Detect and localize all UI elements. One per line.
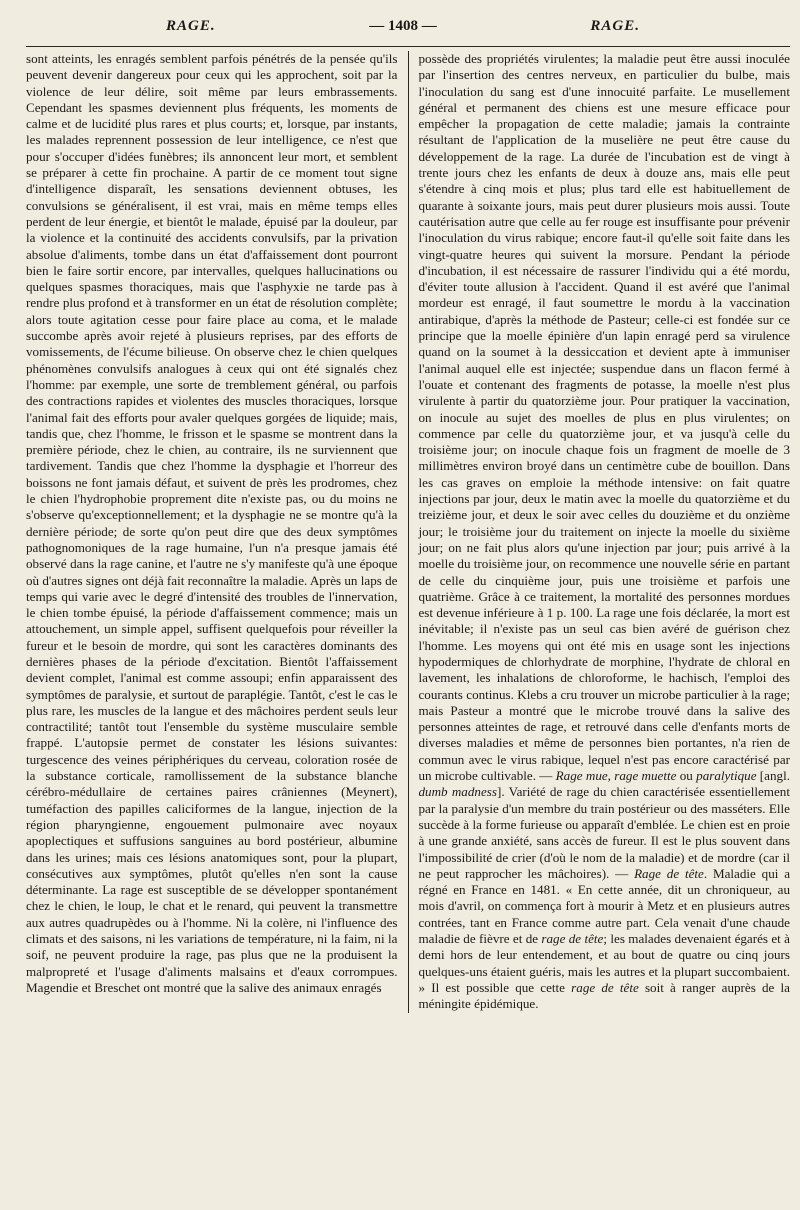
running-head-left: RAGE. [166,18,216,34]
term-dumb-madness: dumb madness [418,784,497,800]
page-header [26,18,790,44]
term-paralytique: paralytique [696,768,757,784]
or-word: ou [676,768,697,784]
column-divider [408,51,409,1013]
rage-vaccination-text: possède des propriétés virulentes; la maladie peut être aussi inoculée par l'insertion des centres nerveux, en particulier du bulbe, mais l'inoculation du sang est d'une innocuité parfaite. Le musellement général et permanent des chiens est une mesure efficace pour empêcher la propagation de cette maladie; jamais la contrainte résultant de l'application de la muselière ne peut être cause du développement de la rage. La durée de l'incubation est de vingt à trente jours chez les enfants de deux à douze ans, mais elle peut s'étendre à cinq mois et plus; plus tard elle est habituellement de quarante à soixante jours, mais peut durer plusieurs mois aussi. Toute cautérisation autre que celle au fer rouge est insuffisante pour prévenir l'inoculation du virus rabique; encore faut-il qu'elle soit faite dans les vingt-quatre heures qui suivent la morsure. Pendant la période d'incubation, il est nécessaire de rassurer l'individu qui a été mordu, d'éviter toute allusion à l'accident. Quand il est avéré que l'animal mordeur est enragé, il faut soumettre le mordu à la vaccination antirabique, d'après la méthode de Pasteur; celle-ci est fondée sur ce principe que la moelle épinière d'un lapin enragé perd sa virulence quand on la soumet à la dessiccation et devient apte à immuniser l'animal auquel elle est injectée; suspendue dans un flacon fermé à l'ouate et contenant des fragments de potasse, la moelle n'est plus virulente à partir du quatorzième jour. Pour pratiquer la vaccination, on inocule au sujet des moelles de plus en plus virulentes; on commence par celle du quatorzième jour, et va jusqu'à celle du troisième jour; on inocule chaque fois un fragment de moelle de 3 millimètres environ broyé dans un centimètre cube de bouillon. Dans les cas graves on emploie la méthode intensive: on fait quatre injections par jour, deux le matin avec la moelle du quatorzième et du treizième jour, et deux le soir avec celles du douzième et du onzième jour; le troisième jour du traitement on injecte la moelle du sixième jour; on ne fait plus alors qu'une injection par jour; puis arrivé à la moelle du troisième jour, on recommence une nouvelle série en partant de celle du cinquième jour, puis une troisième et parfois une quatrième. Grâce à ce traitement, la mortalité des personnes mordues est devenue inférieure à 1 p. 100. La rage une fois déclarée, la mort est inévitable; il n'existe pas un seul cas bien avéré de guérison chez l'homme. Les moyens qui ont été mis en usage sont les injections hypodermiques de chlorhydrate de morphine, l'hydrate de chloral en lavement, les inhalations de chloroforme, le hachisch, l'emploi des courants continus. Klebs a cru trouver un microbe particulier à la rage; mais Pasteur a montré que le microbe trouvé dans la salive des personnes atteintes de rage, et retrouvé dans celle d'enfants morts de diverses maladies et même de personnes bien portantes, n'a rien de commun avec le virus rabique, lequel n'est pas encore caractérisé par un microbe cultivable. — [418,51,790,784]
angl-open: [angl. [756,768,790,784]
left-column [26,51,398,1013]
term-rage-de-tete-2: rage de tête [541,931,604,947]
rage-de-tete-text: . Maladie qui a régné en France en 1481. « En cette année, dit un chroniqueur, au mois d'avril, on commença fort à mourir à Metz et en plusieurs autres contrées, tant en France comme autre part. Cela venait d'une chaude maladie de fièvre et de [418,865,791,947]
running-head-right: RAGE. [590,18,640,34]
right-column [419,51,791,1013]
term-rage-de-tete-3: rage de tête [571,979,639,995]
header-rule [26,46,790,47]
term-rage-de-tete: Rage de tête [634,865,704,881]
right-column-text [419,51,791,1013]
left-column-text: sont atteints, les enragés semblent parfois pénétrés de la pensée qu'ils peuvent devenir dangereux pour ceux qui les approchent, soit par la violence de leur délire, soit même par leurs embrassements. Cependant les spasmes deviennent plus fréquents, les moments de calme et de lucidité plus rares et plus courts; et, lorsque, par instants, les malades reprennent possession de leur intelligence, ce n'est que pour s'occuper d'idées funèbres; ils annoncent leur mort, et semblent se préparer à cette fin prochaine. A partir de ce moment tout signe d'intelligence disparaît, les sensations deviennent obtuses, les convulsions se généralisent, il est vrai, mais en même temps elles perdent de leur énergie, et bientôt le malade, épuisé par la douleur, par la violence et la continuité des accidents convulsifs, par la privation absolue d'aliments, tombe dans un état d'affaissement dont pourront bien le faire sortir encore, par intervalles, quelques hallucinations ou quelques spasmes thoraciques, mais que l'asphyxie ne tarde pas à rendre plus profond et à transformer en un état de résolution complète; alors toute agitation cesse pour faire place au coma, et le malade succombe après avoir rejeté à plusieurs reprises, par des efforts de vomissements, de l'écume bilieuse. On observe chez le chien quelques phénomènes convulsifs analogues à ceux qui ont été signalés chez l'homme: par exemple, une sorte de tremblement général, ou parfois des contractions rapides et violentes des muscles thoraciques, lorsque l'animal fait des efforts pour avaler quelques gorgées de liquide; mais, tandis que, chez l'homme, le frisson et le spasme se montrent dans la première période, chez le chien, au contraire, ils ne surviennent que tardivement. Tandis que chez l'homme la dysphagie et l'horreur des boissons ne font jamais défaut, et suivent de près les prodromes, chez le chien l'hydrophobie proprement dite n'existe pas, ou du moins ne s'observe qu'exceptionnellement; et la dysphagie ne se montre qu'à la dernière période; de sorte qu'on peut dire que des deux symptômes pathognomoniques de la rage humaine, l'un n'a presque jamais été observé dans la rage canine, et l'autre ne s'y manifeste qu'à une époque où d'autres signes ont déjà fait reconnaître la maladie. Après un laps de temps qui varie avec le degré d'intensité des troubles de l'innervation, le chien tombe épuisé, la période d'affaissement commence; mais un attouchement, un simple appel, suffisent quelquefois pour réveiller la fureur et le besoin de mordre, qui sont les caractères dominants des dernières phases de la période d'excitation. Bientôt l'affaissement devient complet, l'animal est comme assoupi; enfin apparaissent des symptômes de paralysie, et surtout de paraplégie. Tantôt, c'est le cas le plus rare, les muscles de la langue et des mâchoires perdent seuls leur contractilité; tantôt tout l'ensemble du système musculaire semble frappé. L'autopsie permet de constater les lésions suivantes: turgescence des veines périphériques du cerveau, coloration rosée de la substance corticale, ramollissement de la substance blanche cérébro-médullaire de certaines paires crâniennes (Meynert), tuméfaction des papilles caliciformes de la langue, injection de la région pharyngienne, engouement pulmonaire avec noyaux apoplectiques et suffusions sanguines au bord postérieur, albumine dans les urines; mais ces lésions anatomiques sont, pour la plupart, consécutives aux symptômes, plutôt qu'elles n'en sont la cause déterminante. La rage est susceptible de se développer spontanément chez le chien, le loup, le chat et le renard, qui peuvent la transmettre aux autres quadrupèdes ou à l'homme. Ni la colère, ni l'influence des climats et des saisons, ni les variations de température, ni la faim, ni la soif, ne peuvent produire la rage, pas plus que ne la produisent la malpropreté et l'usage d'aliments malsains et d'eaux corrompues. Magendie et Breschet ont montré que la salive des animaux enragés [26,51,398,995]
page-number: — 1408 — [369,18,437,34]
chronicle-text: ; les malades devenaient égarés et à demi hors de leur entendement, et au bout de quatre ou cinq jours quelques-uns étaient guéris, mais les autres et la plupart succombaient. » Il est possible que cette [418,931,790,995]
text-columns [26,51,790,1013]
rage-mue-text: ]. Variété de rage du chien caractérisée essentiellement par la paralysie d'un membre du train postérieur ou des masséters. Elle succède à la forme furieuse ou apparaît d'emblée. Le chien est en proie à une grande anxiété, sans accès de fureur. Il est le plus souvent dans l'impossibilité de crier (d'où le nom de la maladie) et de mordre (car il ne peut rapprocher les mâchoires). — [418,784,790,881]
term-rage-mue: Rage mue, rage muette [555,768,677,784]
closing-text: soit à ranger auprès de la méningite épidémique. [418,979,790,1012]
